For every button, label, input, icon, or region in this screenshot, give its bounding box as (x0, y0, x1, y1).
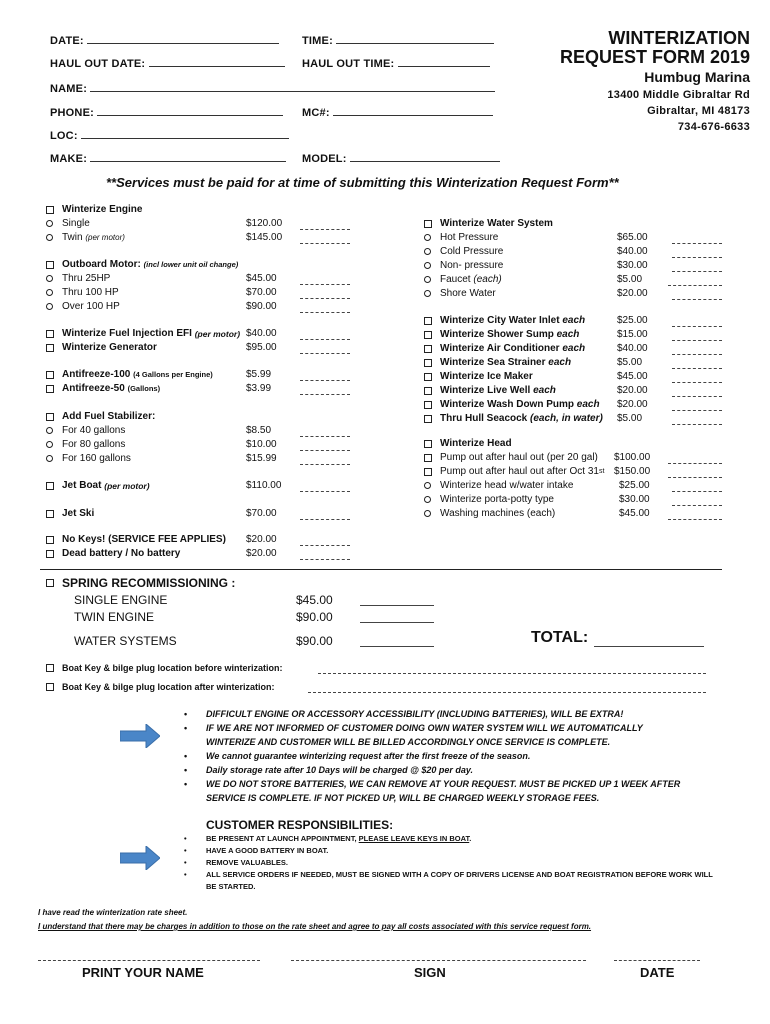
jet-boat-option[interactable]: Jet Boat (per motor) (46, 480, 150, 491)
qty-blank[interactable] (668, 285, 722, 286)
radio[interactable] (424, 248, 431, 255)
thru100-option[interactable]: Thru 100 HP (46, 287, 119, 298)
checkbox[interactable] (46, 664, 54, 672)
qty-blank[interactable] (300, 380, 350, 381)
qty-blank[interactable] (300, 436, 350, 437)
cold-pressure-option[interactable]: Cold Pressure (424, 246, 503, 257)
shore-water-option[interactable]: Shore Water (424, 288, 496, 299)
spring-twin-label: TWIN ENGINE (74, 610, 154, 624)
price: $110.00 (246, 480, 282, 491)
qty-blank[interactable] (300, 243, 350, 244)
outboard-option[interactable]: Outboard Motor: (incl lower unit oil change) (46, 259, 238, 270)
radio[interactable] (46, 427, 53, 434)
city-water-option[interactable]: Winterize City Water Inlet each (424, 315, 585, 326)
form-title: WINTERIZATION (608, 28, 750, 48)
checkbox[interactable] (424, 317, 432, 325)
checkbox[interactable] (46, 536, 54, 544)
price: $30.00 (617, 260, 648, 271)
haulout-date-field[interactable]: HAUL OUT DATE: (50, 57, 285, 70)
qty-blank[interactable] (668, 519, 722, 520)
checkbox[interactable] (424, 440, 432, 448)
checkbox[interactable] (46, 550, 54, 558)
qty-blank[interactable] (672, 396, 722, 397)
name-field[interactable]: NAME: (50, 82, 495, 95)
key-location-before-field[interactable] (318, 673, 706, 674)
price: $20.00 (617, 399, 648, 410)
checkbox[interactable] (424, 373, 432, 381)
checkbox[interactable] (424, 345, 432, 353)
price: $25.00 (619, 480, 650, 491)
price: $20.00 (246, 534, 277, 545)
key-location-after[interactable]: Boat Key & bilge plug location after winterization: (46, 682, 275, 692)
key-location-before[interactable]: Boat Key & bilge plug location before winterization: (46, 663, 283, 673)
qty-blank[interactable] (668, 477, 722, 478)
price: $20.00 (617, 385, 648, 396)
warning-item: • DIFFICULT ENGINE OR ACCESSORY ACCESSIBILITY (INCLUDING BATTERIES), WILL BE EXTRA! (184, 707, 684, 721)
radio[interactable] (46, 220, 53, 227)
signature-field[interactable] (291, 960, 586, 961)
qty-blank[interactable] (672, 491, 722, 492)
antifreeze-50-option[interactable]: Antifreeze-50 (Gallons) (46, 383, 160, 394)
radio[interactable] (46, 275, 53, 282)
price: $70.00 (246, 508, 277, 519)
price: $5.00 (617, 274, 643, 285)
qty-blank[interactable] (672, 326, 722, 327)
water-system-option[interactable]: Winterize Water System (424, 218, 553, 229)
make-field[interactable]: MAKE: (50, 152, 286, 165)
checkbox[interactable] (424, 331, 432, 339)
warning-item: • IF WE ARE NOT INFORMED OF CUSTOMER DOING OWN WATER SYSTEM WILL WE AUTOMATICALLY WINTERIZE AND CUSTOMER WILL BE BILLED ACCORDINGLY ONCE SERVICE IS COMPLETE. (184, 721, 684, 749)
efi-option[interactable]: Winterize Fuel Injection EFI (per motor) (46, 328, 240, 339)
stabilizer-160-option[interactable]: For 160 gallons (46, 453, 131, 464)
checkbox[interactable] (46, 344, 54, 352)
winterize-engine-option[interactable]: Winterize Engine (46, 204, 142, 215)
responsibility-item: • BE PRESENT AT LAUNCH APPOINTMENT, PLEASE LEAVE KEYS IN BOAT. (184, 833, 724, 845)
spring-twin-price: $90.00 (296, 610, 333, 624)
price: $95.00 (246, 342, 277, 353)
antifreeze-100-option[interactable]: Antifreeze-100 (4 Gallons per Engine) (46, 369, 213, 380)
qty-blank[interactable] (672, 299, 722, 300)
no-keys-option[interactable]: No Keys! (SERVICE FEE APPLIES) (46, 534, 226, 545)
checkbox[interactable] (424, 468, 432, 476)
price: $65.00 (617, 232, 648, 243)
qty-blank[interactable] (672, 243, 722, 244)
radio[interactable] (46, 289, 53, 296)
checkbox[interactable] (46, 206, 54, 214)
payment-notice: **Services must be paid for at time of submitting this Winterization Request Form** (106, 175, 619, 190)
total-field[interactable] (594, 646, 704, 647)
porta-potty-option[interactable]: Winterize porta-potty type (424, 494, 554, 505)
checkbox[interactable] (46, 261, 54, 269)
radio[interactable] (46, 441, 53, 448)
hot-pressure-option[interactable]: Hot Pressure (424, 232, 498, 243)
arrow-right-icon (120, 846, 160, 870)
warning-item: • We cannot guarantee winterizing request after the first freeze of the season. (184, 749, 684, 763)
marina-address: 13400 Middle Gibraltar Rd (607, 89, 750, 101)
responsibilities-heading: CUSTOMER RESPONSIBILITIES: (206, 818, 394, 832)
thru25-option[interactable]: Thru 25HP (46, 273, 110, 284)
qty-blank[interactable] (672, 505, 722, 506)
price: $25.00 (617, 315, 648, 326)
price: $150.00 (614, 466, 651, 477)
total-label: TOTAL: (531, 629, 589, 646)
checkbox[interactable] (46, 482, 54, 490)
non-pressure-option[interactable]: Non- pressure (424, 260, 503, 271)
faucet-option[interactable]: Faucet (each) (424, 274, 502, 285)
loc-field[interactable]: LOC: (50, 129, 289, 142)
twin-engine-option[interactable]: Twin (per motor) (46, 232, 125, 243)
qty-blank[interactable] (300, 519, 350, 520)
spring-single-price: $45.00 (296, 593, 333, 607)
price: $45.00 (619, 508, 650, 519)
stabilizer-80-option[interactable]: For 80 gallons (46, 439, 125, 450)
phone-field[interactable]: PHONE: (50, 106, 283, 119)
jet-ski-option[interactable]: Jet Ski (46, 508, 94, 519)
responsibility-item: • REMOVE VALUABLES. (184, 857, 724, 869)
qty-blank[interactable] (300, 284, 350, 285)
qty-blank[interactable] (672, 257, 722, 258)
live-well-option[interactable]: Winterize Live Well each (424, 385, 556, 396)
acknowledge-line-2: I understand that there may be charges in addition to those on the rate sheet and agree to pay all costs associated with this service request form. (38, 922, 592, 931)
price: $40.00 (617, 246, 648, 257)
qty-blank[interactable] (300, 491, 350, 492)
spring-single-label: SINGLE ENGINE (74, 593, 168, 607)
price: $20.00 (246, 548, 277, 559)
price: $5.00 (617, 413, 643, 424)
arrow-right-icon (120, 724, 160, 748)
seacock-option[interactable]: Thru Hull Seacock (each, in water) (424, 413, 603, 424)
qty-blank[interactable] (672, 368, 722, 369)
sign-date-field[interactable] (614, 960, 700, 961)
price: $15.99 (246, 453, 277, 464)
price: $5.99 (246, 369, 272, 380)
spring-water-blank[interactable] (360, 646, 434, 647)
qty-blank[interactable] (300, 339, 350, 340)
sea-strainer-option[interactable]: Winterize Sea Strainer each (424, 357, 571, 368)
radio[interactable] (424, 234, 431, 241)
spring-twin-blank[interactable] (360, 622, 434, 623)
qty-blank[interactable] (672, 382, 722, 383)
date-field[interactable]: DATE: (50, 34, 279, 47)
fuel-stabilizer-option[interactable]: Add Fuel Stabilizer: (46, 411, 155, 422)
price: $3.99 (246, 383, 272, 394)
checkbox[interactable] (424, 220, 432, 228)
checkbox[interactable] (46, 510, 54, 518)
radio[interactable] (424, 262, 431, 269)
checkbox[interactable] (424, 387, 432, 395)
form-title-year: REQUEST FORM 2019 (559, 47, 750, 67)
qty-blank[interactable] (300, 450, 350, 451)
shower-sump-option[interactable]: Winterize Shower Sump each (424, 329, 579, 340)
price: $70.00 (246, 287, 277, 298)
checkbox[interactable] (46, 330, 54, 338)
radio[interactable] (424, 276, 431, 283)
haulout-time-field[interactable]: HAUL OUT TIME: (302, 57, 490, 70)
radio[interactable] (46, 234, 53, 241)
qty-blank[interactable] (672, 424, 722, 425)
qty-blank[interactable] (668, 463, 722, 464)
marina-name: Humbug Marina (644, 69, 750, 85)
responsibilities-list (184, 833, 724, 893)
air-conditioner-option[interactable]: Winterize Air Conditioner each (424, 343, 585, 354)
qty-blank[interactable] (300, 229, 350, 230)
price: $15.00 (617, 329, 648, 340)
qty-blank[interactable] (300, 559, 350, 560)
checkbox[interactable] (424, 401, 432, 409)
marina-phone: 734-676-6633 (677, 121, 750, 133)
price: $90.00 (246, 301, 277, 312)
spring-single-blank[interactable] (360, 605, 434, 606)
warning-list (184, 707, 684, 805)
over100-option[interactable]: Over 100 HP (46, 301, 120, 312)
qty-blank[interactable] (300, 298, 350, 299)
radio[interactable] (424, 510, 431, 517)
key-location-after-field[interactable] (308, 692, 706, 693)
radio[interactable] (424, 496, 431, 503)
price: $8.50 (246, 425, 272, 436)
qty-blank[interactable] (300, 312, 350, 313)
price: $100.00 (614, 452, 651, 463)
print-name-field[interactable] (38, 960, 260, 961)
acknowledge-line-1: I have read the winterization rate sheet. (38, 908, 188, 917)
spring-water-price: $90.00 (296, 634, 333, 648)
checkbox[interactable] (424, 454, 432, 462)
qty-blank[interactable] (672, 271, 722, 272)
qty-blank[interactable] (300, 545, 350, 546)
model-field[interactable]: MODEL: (302, 152, 500, 165)
single-engine-option[interactable]: Single (46, 218, 90, 229)
pump-out-oct-option[interactable]: Pump out after haul out after Oct 31 st (424, 466, 604, 477)
print-name-label: PRINT YOUR NAME (82, 965, 204, 980)
price: $120.00 (246, 218, 283, 229)
checkbox[interactable] (46, 385, 54, 393)
dead-battery-option[interactable]: Dead battery / No battery (46, 548, 180, 559)
pump-out-20-option[interactable]: Pump out after haul out (per 20 gal) (424, 452, 598, 463)
price: $145.00 (246, 232, 283, 243)
price: $20.00 (617, 288, 648, 299)
radio[interactable] (46, 455, 53, 462)
stabilizer-40-option[interactable]: For 40 gallons (46, 425, 125, 436)
radio[interactable] (46, 303, 53, 310)
price: $30.00 (619, 494, 650, 505)
price: $45.00 (617, 371, 648, 382)
checkbox[interactable] (46, 683, 54, 691)
responsibility-item: • HAVE A GOOD BATTERY IN BOAT. (184, 845, 724, 857)
price: $40.00 (246, 328, 277, 339)
radio[interactable] (424, 482, 431, 489)
qty-blank[interactable] (300, 394, 350, 395)
checkbox[interactable] (46, 371, 54, 379)
section-divider (40, 569, 722, 570)
price: $45.00 (246, 273, 277, 284)
wash-down-pump-option[interactable]: Winterize Wash Down Pump each (424, 399, 600, 410)
mc-field[interactable]: MC#: (302, 106, 493, 119)
sign-label: SIGN (414, 965, 446, 980)
qty-blank[interactable] (672, 354, 722, 355)
winterize-head-option[interactable]: Winterize Head (424, 438, 512, 449)
qty-blank[interactable] (672, 410, 722, 411)
checkbox[interactable] (424, 359, 432, 367)
head-water-intake-option[interactable]: Winterize head w/water intake (424, 480, 573, 491)
checkbox[interactable] (424, 415, 432, 423)
warning-item: • Daily storage rate after 10 Days will be charged @ $20 per day. (184, 763, 684, 777)
radio[interactable] (424, 290, 431, 297)
price: $10.00 (246, 439, 277, 450)
checkbox[interactable] (46, 579, 54, 587)
washing-machines-option[interactable]: Washing machines (each) (424, 508, 555, 519)
qty-blank[interactable] (300, 353, 350, 354)
responsibility-item: • ALL SERVICE ORDERS IF NEEDED, MUST BE SIGNED WITH A COPY OF DRIVERS LICENSE AND BOAT REGISTRATION BEFORE WORK WILL BE STARTED. (184, 869, 724, 893)
price: $40.00 (617, 343, 648, 354)
warning-item: • WE DO NOT STORE BATTERIES, WE CAN REMOVE AT YOUR REQUEST. MUST BE PICKED UP 1 WEEK AFTER SERVICE IS COMPLETE. IF NOT PICKED UP, WILL BE CHARGED WEEKLY STORAGE FEES. (184, 777, 684, 805)
checkbox[interactable] (46, 413, 54, 421)
qty-blank[interactable] (300, 464, 350, 465)
generator-option[interactable]: Winterize Generator (46, 342, 157, 353)
price: $5.00 (617, 357, 643, 368)
spring-water-label: WATER SYSTEMS (74, 634, 177, 648)
time-field[interactable]: TIME: (302, 34, 494, 47)
marina-city: Gibraltar, MI 48173 (647, 105, 750, 117)
date-label: DATE (640, 965, 675, 980)
qty-blank[interactable] (672, 340, 722, 341)
ice-maker-option[interactable]: Winterize Ice Maker (424, 371, 533, 382)
spring-recommissioning-option[interactable]: SPRING RECOMMISSIONING : (46, 576, 235, 590)
